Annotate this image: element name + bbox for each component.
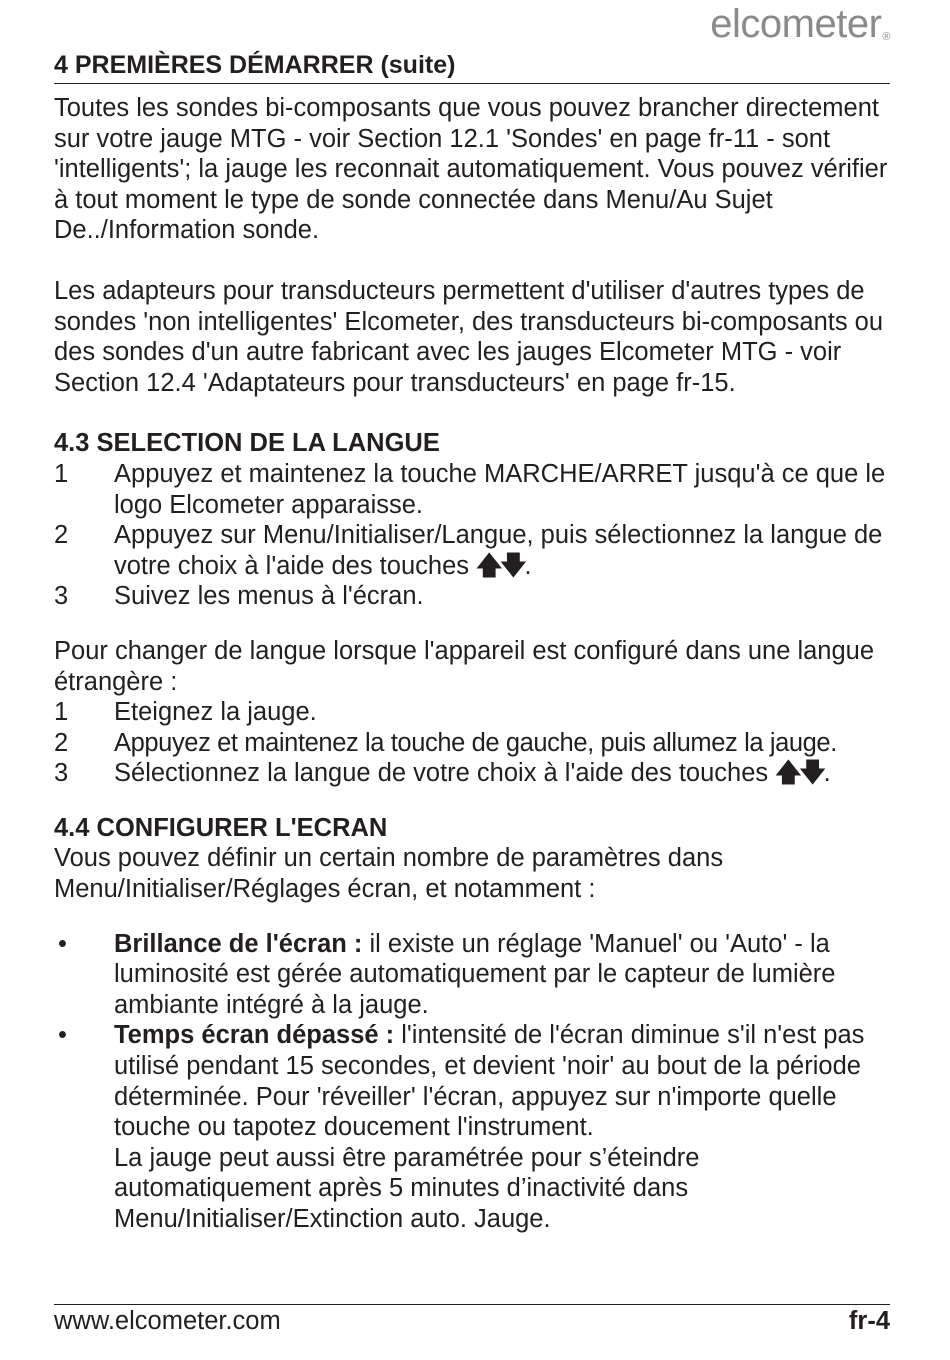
list-item: 2 Appuyez et maintenez la touche de gauche, puis allumez la jauge. — [54, 728, 837, 757]
list-item: • Temps écran dépassé : l'intensité de l'écran diminue s'il n'est pas utilisé pendant 15 secondes, et devient 'noir' au bout de la période déterminée. Pour 'réveiller' l'écran, appuyez sur n'importe quelle touche ou tapotez doucement l'instrument. La jauge peut aussi être paramétrée pour s’éteindre automatiquement après 5 minutes d’inactivité dans Menu/Initialiser/Extinction auto. Jauge. — [54, 1020, 894, 1234]
page-content — [54, 93, 894, 1235]
paragraph-probes: Toutes les sondes bi-composants que vous pouvez brancher directement sur votre jauge MTG - voir Section 12.1 'Sondes' en page fr-11 - sont 'intelligents'; la jauge les reconnait automatiquement. Vous pouvez vérifier à tout moment le type de sonde connectée dans Menu/Au Sujet De../Information sonde. — [54, 94, 888, 245]
footer-url: www.elcometer.com — [54, 1307, 281, 1335]
bullet-icon: • — [58, 929, 67, 958]
paragraph-screen-intro: Vous pouvez définir un certain nombre de paramètres dans Menu/Initialiser/Réglages écran, et notamment : — [54, 844, 724, 904]
up-down-arrows-icon: 🡅🡇 — [775, 759, 824, 788]
page-footer — [54, 1304, 890, 1336]
list-item: 1 Appuyez et maintenez la touche MARCHE/ARRET jusqu'à ce que le logo Elcometer apparaisse. — [54, 459, 886, 519]
section-heading-language: 4.3 SELECTION DE LA LANGUE — [54, 429, 440, 458]
list-item: 3 Suivez les menus à l'écran. — [54, 582, 424, 611]
list-item: 1 Eteignez la jauge. — [54, 698, 317, 727]
list-item: • Brillance de l'écran : il existe un réglage 'Manuel' ou 'Auto' - la luminosité est gérée automatiquement par le capteur de lumière ambiante intégré à la jauge. — [54, 929, 894, 1021]
page-header-title: 4 PREMIÈRES DÉMARRER (suite) — [54, 51, 890, 84]
paragraph-adapters: Les adapteurs pour transducteurs permettent d'utiliser d'autres types de sondes 'non intelligentes' Elcometer, des transducteurs bi-composants ou des sondes d'un autre fabricant avec les jauges Elcometer MTG - voir Section 12.4 'Adaptateurs pour transducteurs' en page fr-15. — [54, 276, 884, 397]
list-item: 2 Appuyez sur Menu/Initialiser/Langue, puis sélectionnez la langue de votre choix à l'aide des touches 🡅🡇. — [54, 521, 883, 580]
list-item: 3 Sélectionnez la langue de votre choix à l'aide des touches 🡅🡇. — [54, 759, 831, 788]
section-heading-screen: 4.4 CONFIGURER L'ECRAN — [54, 813, 388, 842]
page-number: fr-4 — [848, 1307, 890, 1335]
elcometer-logo: elcometer® — [710, 2, 890, 46]
bullet-icon: • — [58, 1021, 67, 1050]
up-down-arrows-icon: 🡅🡇 — [476, 551, 525, 580]
paragraph-change-language: Pour changer de langue lorsque l'appareil est configuré dans une langue étrangère : — [54, 636, 875, 696]
